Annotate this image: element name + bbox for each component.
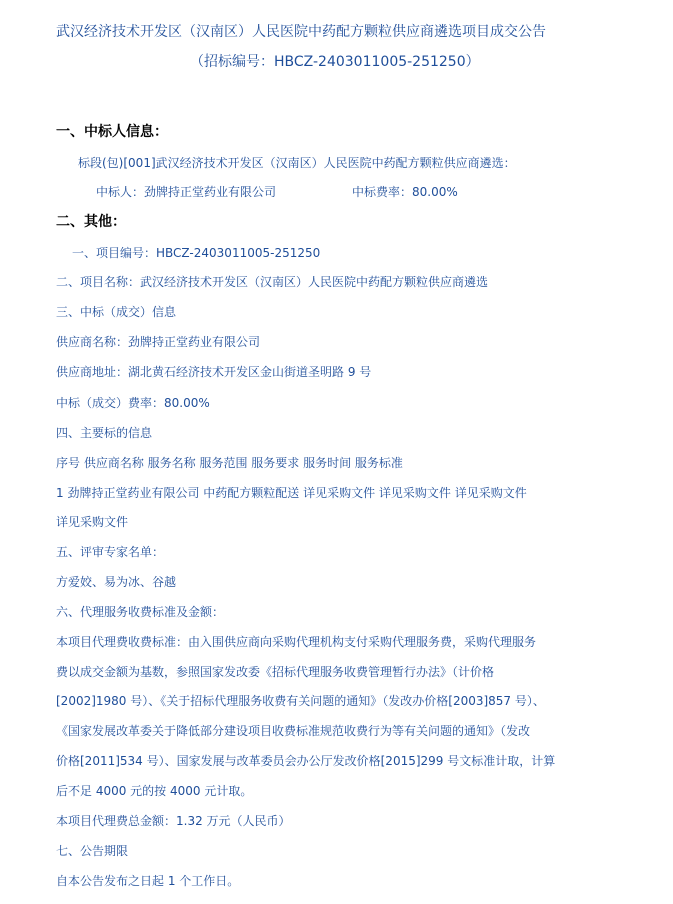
project-name: 二、项目名称：武汉经济技术开发区（汉南区）人民医院中药配方颗粒供应商遴选 <box>56 275 489 289</box>
document-title: 武汉经济技术开发区（汉南区）人民医院中药配方颗粒供应商遴选项目成交公告 <box>56 24 546 40</box>
fee-heading: 六、代理服务收费标准及金额： <box>56 605 225 619</box>
experts-heading: 五、评审专家名单： <box>56 545 165 559</box>
project-number: 一、项目编号：HBCZ-2403011005-251250 <box>72 246 321 260</box>
main-items-heading: 四、主要标的信息 <box>56 426 153 440</box>
items-table-row: 1 劲牌持正堂药业有限公司 中药配方颗粒配送 详见采购文件 详见采购文件 详见采购文件 <box>56 486 527 500</box>
section-heading-winner: 一、中标人信息： <box>56 124 168 140</box>
period-heading: 七、公告期限 <box>56 844 129 858</box>
winner-rate: 中标费率：80.00% <box>352 185 458 199</box>
fee-paragraph-line: 《国家发展改革委关于降低部分建设项目收费标准规范收费行为等有关问题的通知》（发改 <box>56 724 531 738</box>
result-heading: 三、中标（成交）信息 <box>56 305 177 319</box>
items-table-header: 序号 供应商名称 服务名称 服务范围 服务要求 服务时间 服务标准 <box>56 456 403 470</box>
experts-list: 方爱姣、易为冰、谷越 <box>56 575 177 589</box>
supplier-name: 供应商名称：劲牌持正堂药业有限公司 <box>56 335 261 349</box>
tender-number: （招标编号：HBCZ-2403011005-251250） <box>190 54 480 70</box>
winner-name: 中标人：劲牌持正堂药业有限公司 <box>96 185 277 199</box>
result-rate: 中标（成交）费率：80.00% <box>56 396 210 410</box>
fee-paragraph-line: 费以成交金额为基数，参照国家发改委《招标代理服务收费管理暂行办法》（计价格 <box>56 665 495 679</box>
supplier-address: 供应商地址：湖北黄石经济技术开发区金山街道圣明路 9 号 <box>56 365 372 379</box>
fee-paragraph-line: [2002]1980 号）、《关于招标代理服务收费有关问题的通知》（发改办价格[2003]857 号）、 <box>56 694 545 708</box>
fee-paragraph-line: 价格[2011]534 号）、国家发展与改革委员会办公厅发改价格[2015]299 号文标准计取，计算 <box>56 754 556 768</box>
section-heading-other: 二、其他： <box>56 214 126 230</box>
items-table-row-continued: 详见采购文件 <box>56 515 129 529</box>
fee-total: 本项目代理费总金额：1.32 万元（人民币） <box>56 814 291 828</box>
fee-paragraph-line: 后不足 4000 元的按 4000 元计取。 <box>56 784 253 798</box>
period-text: 自本公告发布之日起 1 个工作日。 <box>56 874 240 888</box>
fee-paragraph-line: 本项目代理费收费标准：由入围供应商向采购代理机构支付采购代理服务费，采购代理服务 <box>56 635 537 649</box>
lot-description: 标段(包)[001]武汉经济技术开发区（汉南区）人民医院中药配方颗粒供应商遴选： <box>78 156 516 170</box>
